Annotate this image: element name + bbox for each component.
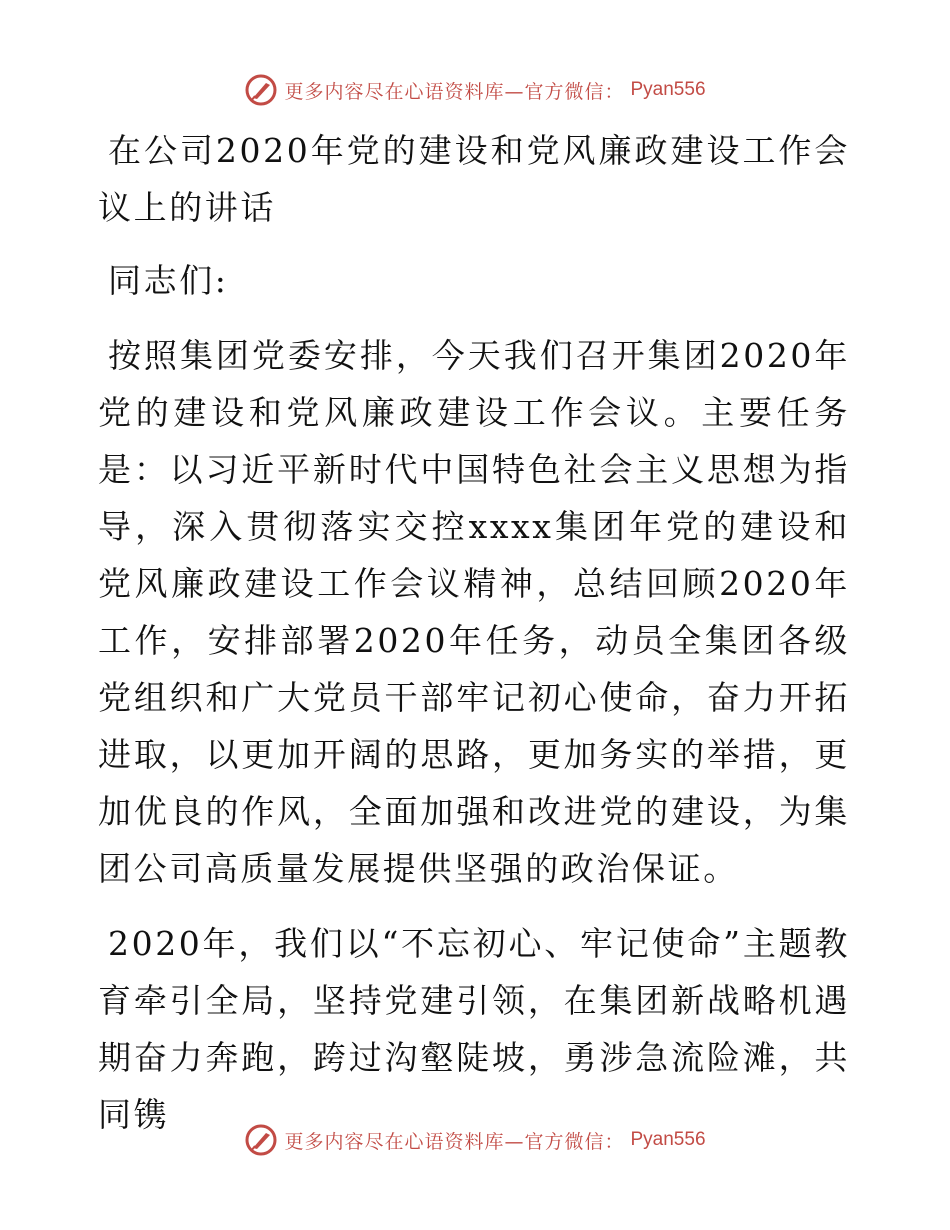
paragraph: 2020年，我们以“不忘初心、牢记使命”主题教育牵引全局，坚持党建引领，在集团新战略机遇期奋力奔跑，跨过沟壑陡坡，勇涉急流险滩，共同镌 xyxy=(98,924,850,1134)
watermark-text: 更多内容尽在心语资料库—官方微信： xyxy=(284,1130,625,1153)
watermark-wechat-id: Pyan556 xyxy=(630,79,706,100)
paragraph: 按照集团党委安排，今天我们召开集团2020年党的建设和党风廉政建设工作会议。主要任务是：以习近平新时代中国特色社会主义思想为指导，深入贯彻落实交控xxxx集团年党的建设和党风廉政建设工作会议精神，总结回顾2020年工作，安排部署2020年任务，动员全集团各级党组织和广大党员干部牢记初心使命，奋力开拓进取，以更加开阔的思路，更加务实的举措，更加优良的作风，全面加强和改进党的建设，为集团公司高质量发展提供坚强的政治保证。 xyxy=(98,336,850,888)
document-title: 在公司2020年党的建设和党风廉政建设工作会议上的讲话 xyxy=(98,131,850,227)
quill-logo-icon xyxy=(244,1123,278,1157)
watermark-banner-bottom xyxy=(0,1120,950,1160)
watermark-wechat-id: Pyan556 xyxy=(630,1129,706,1150)
watermark-text: 更多内容尽在心语资料库—官方微信： xyxy=(284,80,625,103)
quill-logo-icon xyxy=(244,73,278,107)
document-body xyxy=(98,122,850,1143)
watermark-banner-top xyxy=(0,70,950,110)
greeting: 同志们: xyxy=(108,261,229,300)
